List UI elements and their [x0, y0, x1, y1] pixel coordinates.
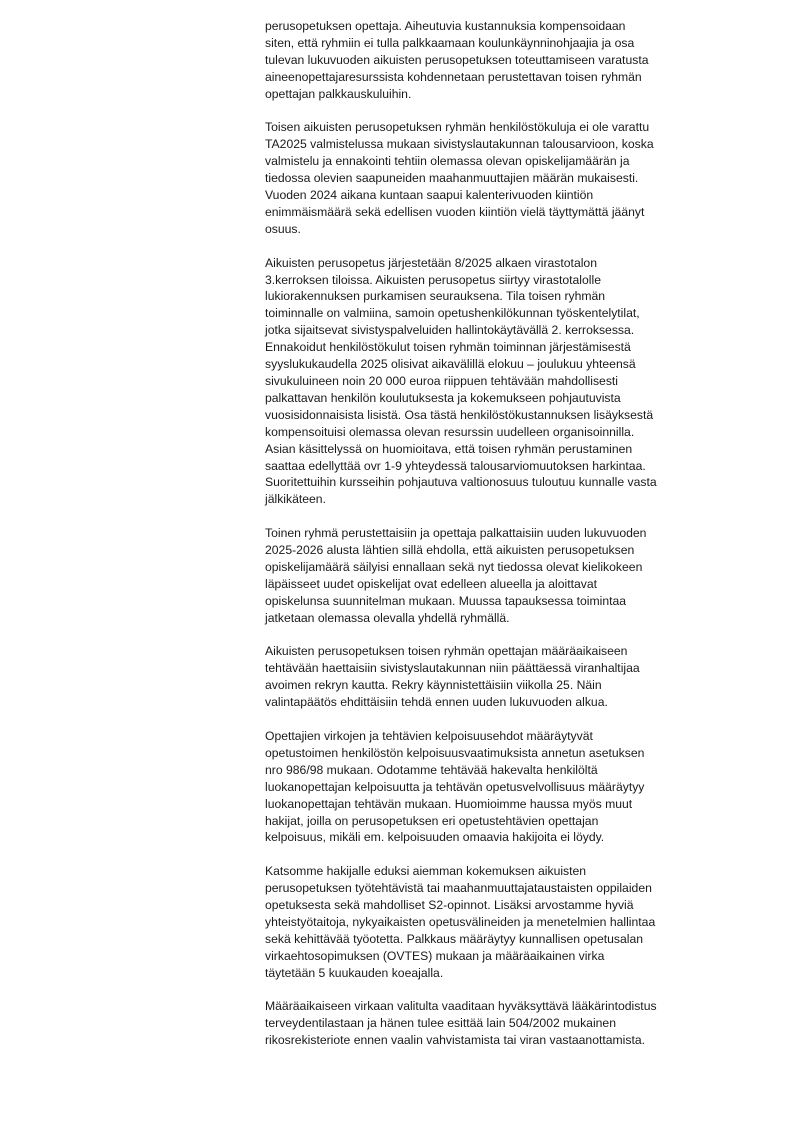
text-line: virkaehtosopimuksen (OVTES) mukaan ja määräaikainen virka — [265, 948, 605, 963]
text-line: syyslukukaudella 2025 olisivat aikavälillä elokuu – joulukuu yhteensä — [265, 357, 636, 372]
text-line: Suoritettuihin kursseihin pohjautuva valtionosuus tuloutuu kunnalle vasta — [265, 475, 657, 490]
text-line: perusopetuksen opettaja. Aiheutuvia kustannuksia kompensoidaan — [265, 19, 626, 33]
text-line: perusopetuksen työtehtävistä tai maahanmuuttajataustaisten oppilaiden — [265, 881, 652, 896]
text-line: lukiorakennuksen purkamisen seurauksena. Tila toisen ryhmän — [265, 289, 606, 304]
text-line: vuosisidonnaisista lisistä. Osa tästä henkilöstökustannuksen lisäyksestä — [265, 407, 654, 422]
text-line: opetustoimen henkilöstön kelpoisuusvaatimuksista annetun asetuksen — [265, 745, 645, 760]
text-line: Asian käsittelyssä on huomioitava, että toisen ryhmän perustaminen — [265, 441, 633, 456]
text-line: Aikuisten perusopetuksen toisen ryhmän opettajan määräaikaiseen — [265, 644, 628, 659]
text-line: opetuksesta sekä mahdolliset S2-opinnot. Lisäksi arvostamme hyviä — [265, 898, 634, 913]
text-line: 2025-2026 alusta lähtien sillä ehdolla, että aikuisten perusopetuksen — [265, 543, 635, 558]
text-line: rikosrekisteriote ennen vaalin vahvistamista tai viran vastaanottamista. — [265, 1033, 646, 1048]
text-line: yhteistyötaitoja, nykyaikaisten opetusvälineiden ja menetelmien hallintaa — [265, 914, 656, 929]
text-line: osuus. — [265, 221, 301, 236]
text-line: Määräaikaiseen virkaan valitulta vaaditaan hyväksyttävä lääkärintodistus — [265, 999, 657, 1014]
text-line: sivukuluineen noin 20 000 euroa riippuen tehtävään mahdollisesti — [265, 374, 619, 388]
text-line: saattaa edellyttää ovr 1-9 yhteydessä talousarviomuutoksen harkintaa. — [265, 458, 646, 473]
text-line: tiedossa olevien saapuneiden maahanmuuttajien määrän mukaisesti. — [265, 171, 639, 186]
text-line: terveydentilastaan ja hänen tulee esittää lain 504/2002 mukainen — [265, 1016, 616, 1031]
text-line: Toinen ryhmä perustettaisiin ja opettaja palkattaisiin uuden lukuvuoden — [265, 526, 647, 541]
text-line: toiminnalle on valmiina, samoin opetushenkilökunnan työskentelytilat, — [265, 306, 640, 321]
text-line: opiskelijamäärä säilyisi ennallaan sekä nyt tiedossa olevat kielikokeen — [265, 559, 643, 574]
paragraph — [265, 18, 743, 103]
paragraph — [265, 255, 743, 509]
paragraph — [265, 998, 743, 1049]
text-line: Ennakoidut henkilöstökulut toisen ryhmän toiminnan järjestämisestä — [265, 340, 631, 355]
paragraph — [265, 643, 743, 711]
text-line: kompensoituisi olemassa olevan resurssin uudelleen organisoinnilla. — [265, 424, 635, 439]
text-line: enimmäismäärä sekä edellisen vuoden kiintiön vielä täyttymättä jäänyt — [265, 204, 645, 219]
text-line: luokanopettajan kelpoisuutta ja tehtävän opetusvelvollisuus määräytyy — [265, 779, 645, 794]
text-line: 3.kerroksen tiloissa. Aikuisten perusopetus siirtyy virastotalolle — [265, 272, 601, 287]
text-line: jälkikäteen. — [265, 492, 326, 507]
paragraph — [265, 119, 743, 237]
text-line: luokanopettajan tehtävän mukaan. Huomioimme haussa myös muut — [265, 796, 633, 811]
text-line: jotka sijaitsevat sivistyspalveluiden hallintokäytävällä 2. kerroksessa. — [265, 323, 635, 338]
text-line: kelpoisuus, mikäli em. kelpoisuuden omaavia hakijoita ei löydy. — [265, 830, 605, 845]
body-text — [265, 18, 743, 1066]
text-line: opiskelunsa suunnitelman mukaan. Muussa tapauksessa toimintaa — [265, 593, 627, 608]
text-line: valmistelu ja ennakointi tehtiin olemassa olevan opiskelijamäärän ja — [265, 154, 630, 169]
text-line: siten, että ryhmiin ei tulla palkkaamaan koulunkäynninohjaajia ja osa — [265, 35, 635, 50]
text-line: avoimen rekryn kautta. Rekry käynnistettäisiin viikolla 25. Näin — [265, 678, 602, 693]
text-line: tehtävään haettaisiin sivistyslautakunnan niin päättäessä viranhaltijaa — [265, 661, 640, 676]
text-line: opettajan palkkauskuluihin. — [265, 86, 412, 101]
paragraph — [265, 728, 743, 846]
text-line: läpäisseet uudet opiskelijat ovat edelleen alueella ja aloittavat — [265, 576, 597, 591]
text-line: sekä kehittävää työotetta. Palkkaus määräytyy kunnallisen opetusalan — [265, 931, 644, 946]
paragraph — [265, 863, 743, 981]
text-line: Vuoden 2024 aikana kuntaan saapui kalenterivuoden kiintiön — [265, 188, 594, 203]
text-line: täytetään 5 kuukauden koeajalla. — [265, 965, 444, 980]
text-line: jatketaan olemassa olevalla yhdellä ryhmällä. — [265, 610, 510, 625]
text-line: Toisen aikuisten perusopetuksen ryhmän henkilöstökuluja ei ole varattu — [265, 120, 650, 135]
text-line: Aikuisten perusopetus järjestetään 8/2025 alkaen virastotalon — [265, 255, 597, 270]
paragraph — [265, 525, 743, 626]
text-line: hakijat, joilla on perusopetuksen eri opetustehtävien opettajan — [265, 813, 599, 828]
text-line: nro 986/98 mukaan. Odotamme tehtävää hakevalta henkilöltä — [265, 762, 598, 777]
text-line: TA2025 valmistelussa mukaan sivistyslautakunnan talousarvioon, koska — [265, 137, 654, 152]
text-line: tulevan lukuvuoden aikuisten perusopetuksen toteuttamiseen varatusta — [265, 52, 649, 67]
text-line: Katsomme hakijalle eduksi aiemman kokemuksen aikuisten — [265, 864, 587, 879]
text-line: valintapäätös ehdittäisiin tehdä ennen uuden lukuvuoden alkua. — [265, 695, 608, 710]
text-line: aineenopettajaresurssista kohdennetaan perustettavan toisen ryhmän — [265, 69, 642, 84]
text-line: Opettajien virkojen ja tehtävien kelpoisuusehdot määräytyvät — [265, 728, 593, 743]
text-line: palkattavan henkilön koulutuksesta ja kokemukseen pohjautuvista — [265, 390, 621, 405]
